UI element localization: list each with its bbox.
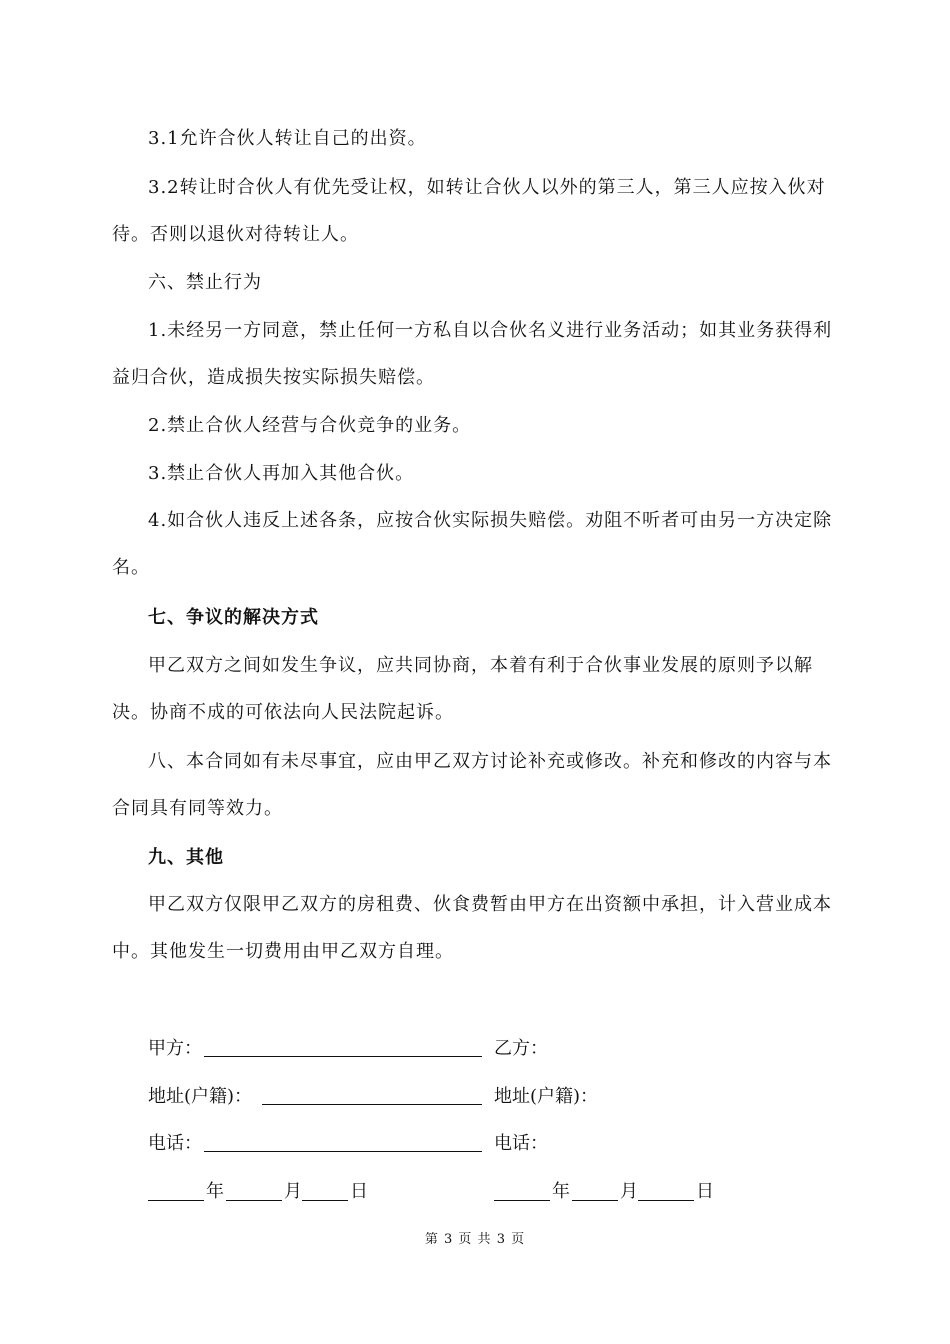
section-7-heading: 七、争议的解决方式 — [148, 607, 319, 628]
date-b-month: 月 — [620, 1181, 638, 1202]
section-9-heading: 九、其他 — [148, 847, 224, 868]
date-b-year: 年 — [552, 1181, 570, 1202]
phone-a-label: 电话： — [148, 1133, 202, 1154]
address-b-label: 地址(户籍)： — [494, 1086, 599, 1107]
phone-a-line — [204, 1151, 482, 1152]
date-b-day: 日 — [696, 1181, 714, 1202]
date-a-day: 日 — [350, 1181, 368, 1202]
page-number-footer: 第 3 页 共 3 页 — [424, 1232, 526, 1247]
date-b-day-line — [638, 1200, 694, 1201]
date-a-day-line — [302, 1200, 348, 1201]
party-b-label: 乙方： — [494, 1038, 548, 1059]
clause-3-2: 3.2转让时合伙人有优先受让权，如转让合伙人以外的第三人，第三人应按入伙对待。否则以退伙对待转让人。 — [112, 177, 826, 245]
date-a-year-line — [148, 1200, 204, 1201]
party-a-line — [204, 1056, 482, 1057]
date-a-month: 月 — [284, 1181, 302, 1202]
clause-6-2: 2.禁止合伙人经营与合伙竞争的业务。 — [148, 415, 472, 436]
phone-b-label: 电话： — [494, 1133, 548, 1154]
section-9-text: 甲乙双方仅限甲乙双方的房租费、伙食费暂由甲方在出资额中承担，计入营业成本中。其他发生一切费用由甲乙双方自理。 — [112, 894, 832, 962]
party-a-label: 甲方： — [148, 1038, 202, 1059]
clause-6-1: 1.未经另一方同意，禁止任何一方私自以合伙名义进行业务活动；如其业务获得利益归合伙，造成损失按实际损失赔偿。 — [112, 320, 833, 388]
address-a-label: 地址(户籍)： — [148, 1086, 253, 1107]
section-8-text: 八、本合同如有未尽事宜，应由甲乙双方讨论补充或修改。补充和修改的内容与本合同具有同等效力。 — [112, 751, 832, 819]
date-a-year: 年 — [206, 1181, 224, 1202]
date-b-year-line — [494, 1200, 550, 1201]
address-a-line — [262, 1104, 482, 1105]
clause-6-3: 3.禁止合伙人再加入其他合伙。 — [148, 463, 415, 484]
clause-6-4: 4.如合伙人违反上述各条，应按合伙实际损失赔偿。劝阻不听者可由另一方决定除名。 — [112, 510, 833, 578]
section-7-text: 甲乙双方之间如发生争议，应共同协商，本着有利于合伙事业发展的原则予以解决。协商不成的可依法向人民法院起诉。 — [112, 655, 813, 723]
date-a-month-line — [226, 1200, 282, 1201]
clause-3-1: 3.1允许合伙人转让自己的出资。 — [148, 128, 427, 149]
date-b-month-line — [572, 1200, 618, 1201]
section-6-heading: 六、禁止行为 — [148, 272, 262, 293]
